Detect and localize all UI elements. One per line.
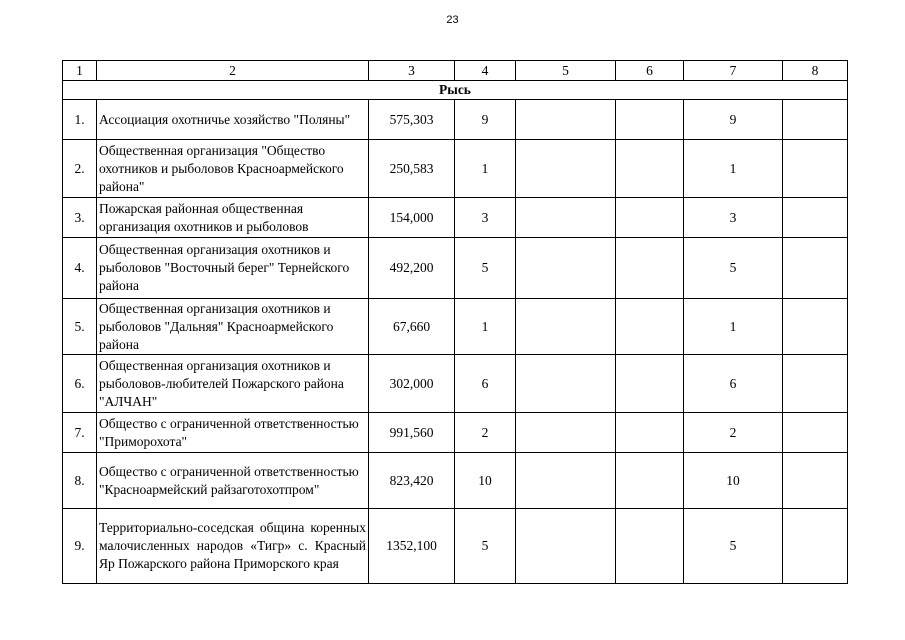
area-value: 492,200 xyxy=(369,238,455,299)
table-row xyxy=(63,238,848,299)
row-number: 7. xyxy=(63,413,97,453)
col8-value xyxy=(783,413,848,453)
area-value: 67,660 xyxy=(369,299,455,355)
col5-value xyxy=(516,413,616,453)
hunting-quota-table xyxy=(62,60,848,584)
organization-name: Пожарская районная общественная организация охотников и рыболовов xyxy=(97,198,369,238)
col6-value xyxy=(616,509,684,584)
column-header: 8 xyxy=(783,61,848,81)
col6-value xyxy=(616,140,684,198)
col7-value: 2 xyxy=(684,413,783,453)
col7-value: 9 xyxy=(684,100,783,140)
table-row xyxy=(63,198,848,238)
row-number: 2. xyxy=(63,140,97,198)
column-header: 1 xyxy=(63,61,97,81)
col5-value xyxy=(516,509,616,584)
col6-value xyxy=(616,453,684,509)
table-row xyxy=(63,140,848,198)
col5-value xyxy=(516,100,616,140)
table-row xyxy=(63,413,848,453)
col8-value xyxy=(783,355,848,413)
table-row xyxy=(63,299,848,355)
row-number: 9. xyxy=(63,509,97,584)
col6-value xyxy=(616,355,684,413)
col8-value xyxy=(783,299,848,355)
table-row xyxy=(63,509,848,584)
col7-value: 10 xyxy=(684,453,783,509)
col6-value xyxy=(616,100,684,140)
row-number: 3. xyxy=(63,198,97,238)
column-header: 2 xyxy=(97,61,369,81)
organization-name: Ассоциация охотничье хозяйство "Поляны" xyxy=(97,100,369,140)
col8-value xyxy=(783,100,848,140)
column-header: 4 xyxy=(455,61,516,81)
col6-value xyxy=(616,238,684,299)
area-value: 302,000 xyxy=(369,355,455,413)
section-row xyxy=(63,81,848,100)
col4-value: 9 xyxy=(455,100,516,140)
col5-value xyxy=(516,140,616,198)
organization-name: Общественная организация охотников и рыболовов "Восточный берег" Тернейского района xyxy=(97,238,369,299)
row-number: 6. xyxy=(63,355,97,413)
table-row xyxy=(63,100,848,140)
col5-value xyxy=(516,453,616,509)
organization-name: Территориально-соседская община коренных малочисленных народов «Тигр» с. Красный Яр Пожарского района Приморского края xyxy=(97,509,369,584)
column-header: 3 xyxy=(369,61,455,81)
col4-value: 5 xyxy=(455,238,516,299)
organization-name: Общество с ограниченной ответственностью "Приморохота" xyxy=(97,413,369,453)
row-number: 5. xyxy=(63,299,97,355)
organization-name: Общество с ограниченной ответственностью "Красноармейский райзаготохотпром" xyxy=(97,453,369,509)
area-value: 250,583 xyxy=(369,140,455,198)
col4-value: 2 xyxy=(455,413,516,453)
col6-value xyxy=(616,413,684,453)
col5-value xyxy=(516,238,616,299)
col4-value: 3 xyxy=(455,198,516,238)
col6-value xyxy=(616,299,684,355)
area-value: 575,303 xyxy=(369,100,455,140)
page-number: 23 xyxy=(446,14,459,26)
col7-value: 6 xyxy=(684,355,783,413)
col7-value: 1 xyxy=(684,299,783,355)
col7-value: 3 xyxy=(684,198,783,238)
col8-value xyxy=(783,140,848,198)
column-header-row xyxy=(63,61,848,81)
area-value: 823,420 xyxy=(369,453,455,509)
row-number: 1. xyxy=(63,100,97,140)
column-header: 5 xyxy=(516,61,616,81)
row-number: 4. xyxy=(63,238,97,299)
col5-value xyxy=(516,355,616,413)
area-value: 991,560 xyxy=(369,413,455,453)
col7-value: 1 xyxy=(684,140,783,198)
col4-value: 10 xyxy=(455,453,516,509)
col4-value: 5 xyxy=(455,509,516,584)
col4-value: 1 xyxy=(455,299,516,355)
col8-value xyxy=(783,238,848,299)
organization-name: Общественная организация "Общество охотников и рыболовов Красноармейского района" xyxy=(97,140,369,198)
table-row xyxy=(63,453,848,509)
organization-name: Общественная организация охотников и рыболовов-любителей Пожарского района "АЛЧАН" xyxy=(97,355,369,413)
col6-value xyxy=(616,198,684,238)
organization-name: Общественная организация охотников и рыболовов "Дальняя" Красноармейского района xyxy=(97,299,369,355)
row-number: 8. xyxy=(63,453,97,509)
column-header: 6 xyxy=(616,61,684,81)
section-title: Рысь xyxy=(63,81,848,100)
table-row xyxy=(63,355,848,413)
col7-value: 5 xyxy=(684,238,783,299)
column-header: 7 xyxy=(684,61,783,81)
col4-value: 6 xyxy=(455,355,516,413)
col8-value xyxy=(783,198,848,238)
col4-value: 1 xyxy=(455,140,516,198)
col5-value xyxy=(516,299,616,355)
col8-value xyxy=(783,509,848,584)
area-value: 1352,100 xyxy=(369,509,455,584)
col5-value xyxy=(516,198,616,238)
col7-value: 5 xyxy=(684,509,783,584)
area-value: 154,000 xyxy=(369,198,455,238)
col8-value xyxy=(783,453,848,509)
